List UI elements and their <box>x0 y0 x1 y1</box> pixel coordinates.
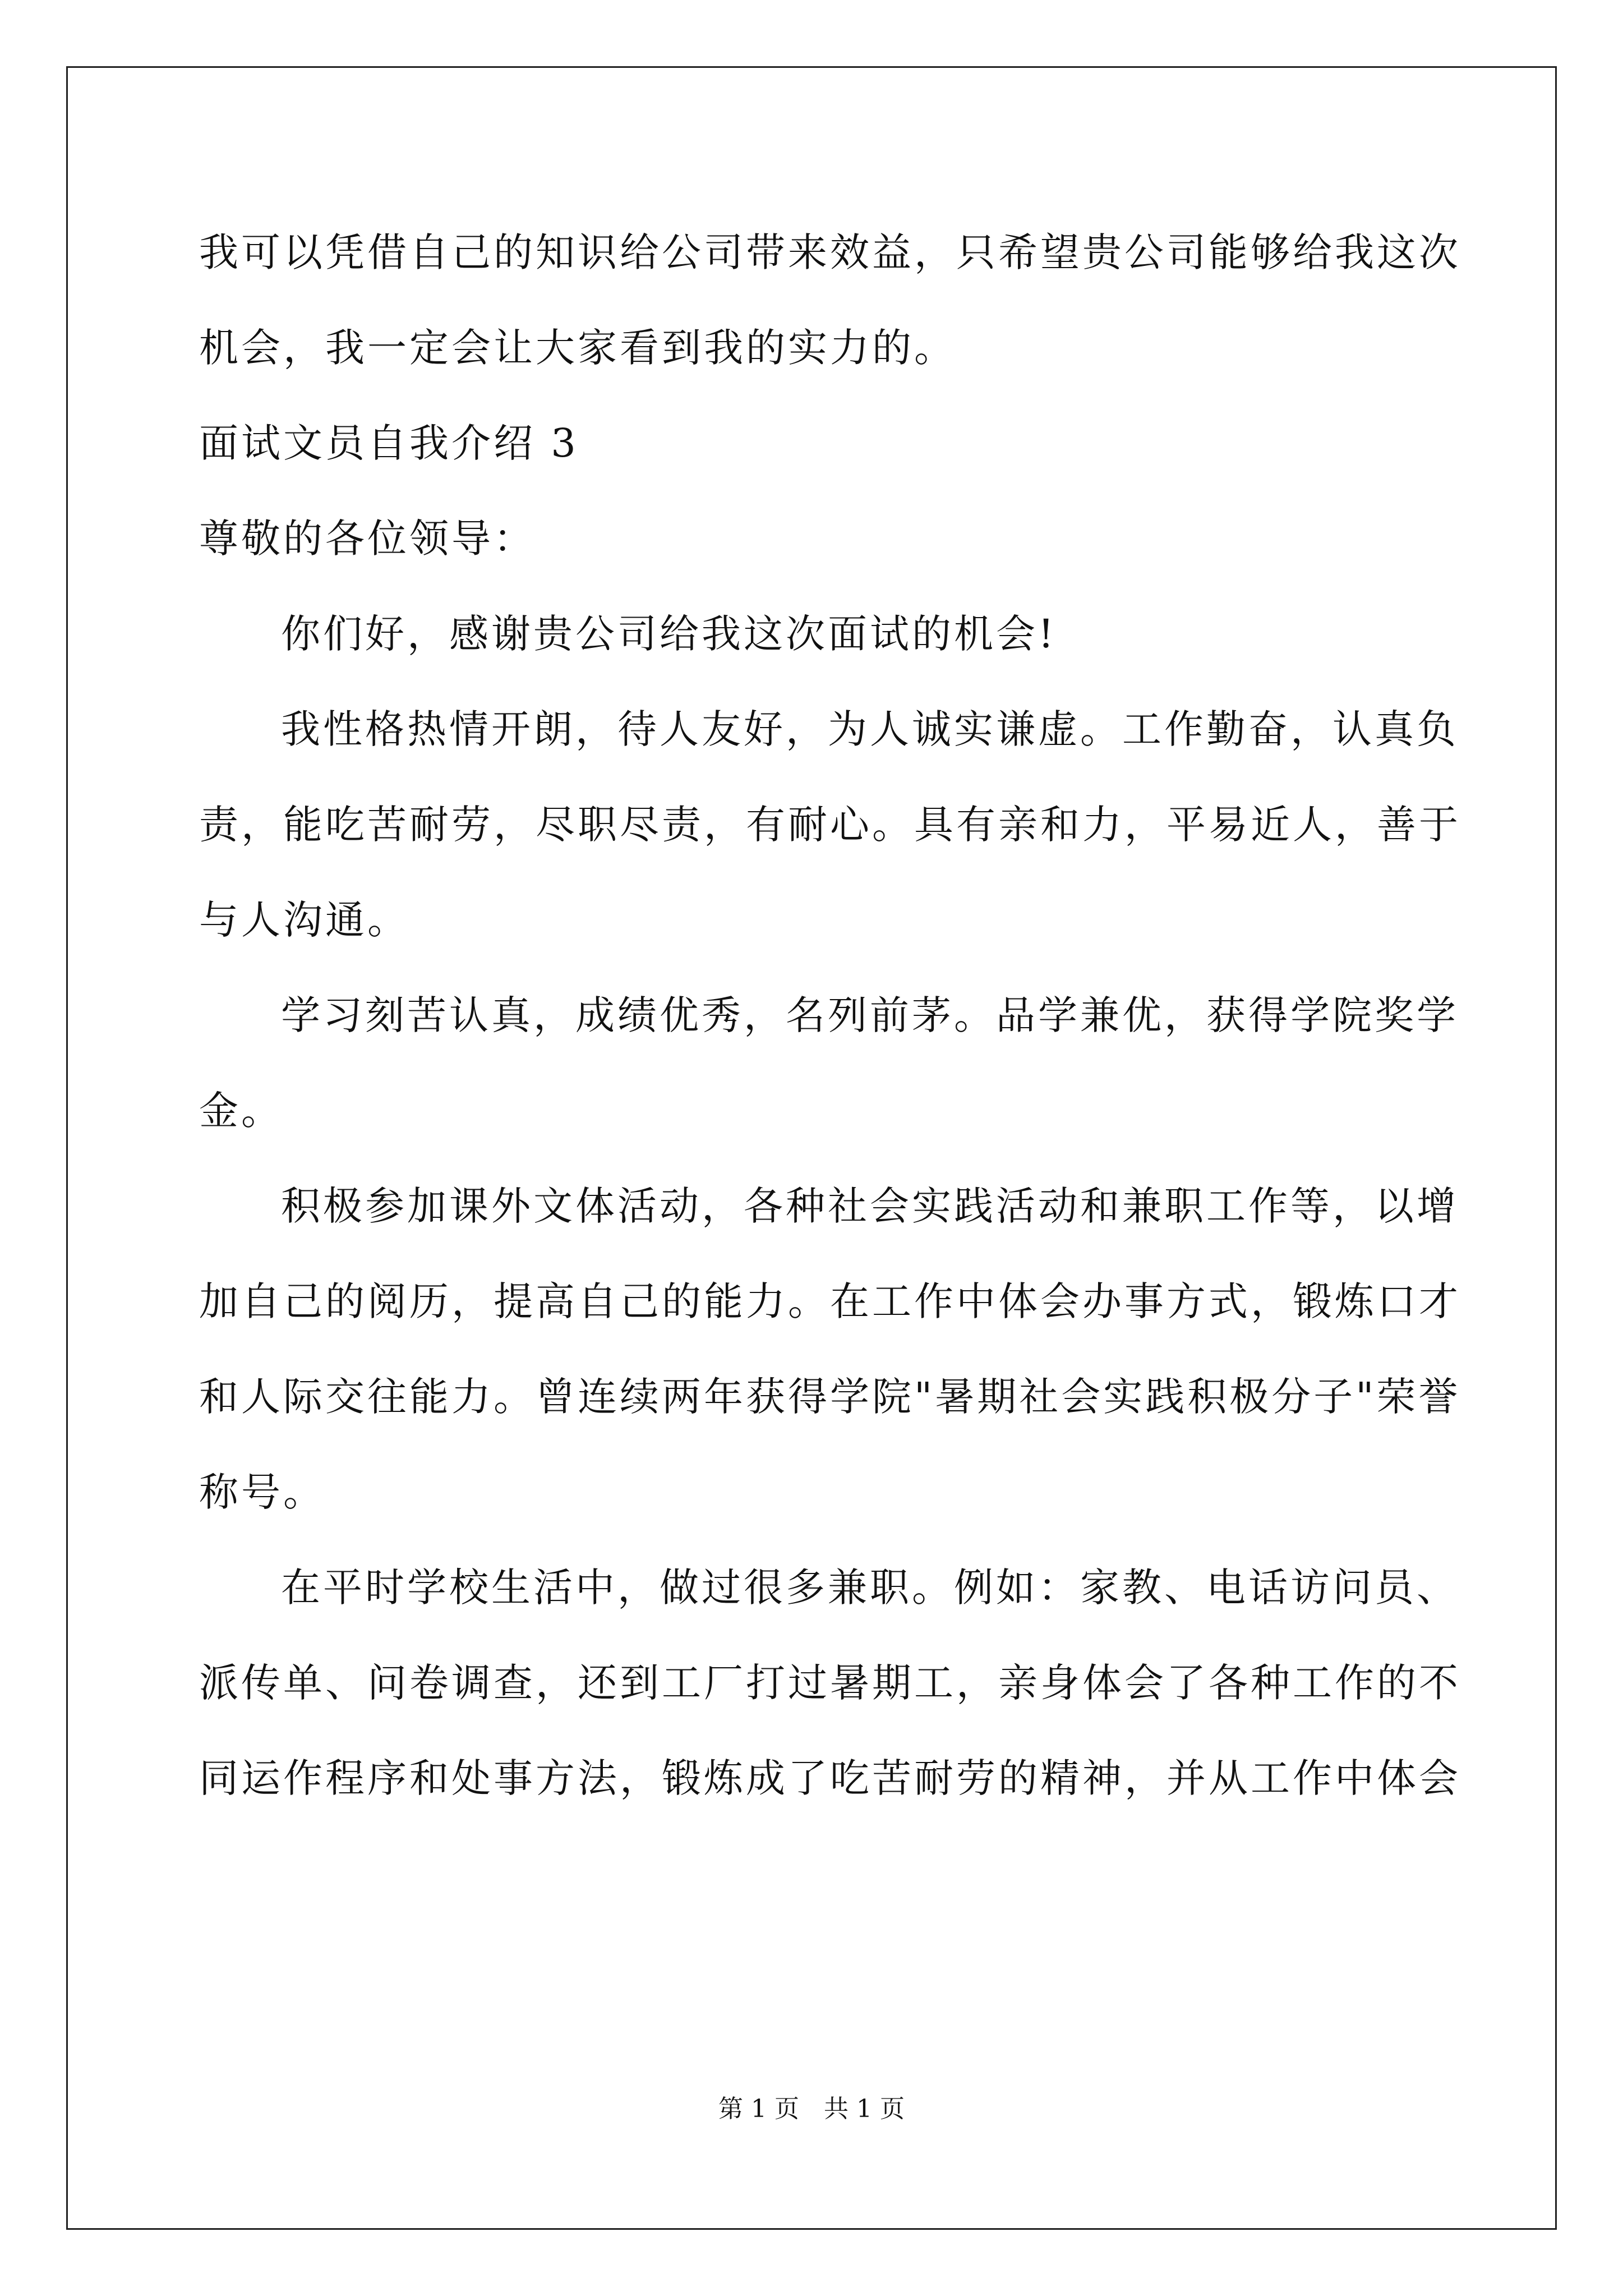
text-line: 我性格热情开朗，待人友好，为人诚实谦虚。工作勤奋，认真负 <box>281 706 1459 752</box>
text-line: 责，能吃苦耐劳，尽职尽责，有耐心。具有亲和力，平易近人，善于 <box>199 802 1461 848</box>
text-line: 金。 <box>199 1088 283 1134</box>
text-line: 同运作程序和处事方法，锻炼成了吃苦耐劳的精神，并从工作中体会 <box>199 1755 1461 1801</box>
text-line: 称号。 <box>199 1469 325 1515</box>
text-line: 派传单、问卷调查，还到工厂打过暑期工，亲身体会了各种工作的不 <box>199 1660 1461 1706</box>
text-line: 在平时学校生活中，做过很多兼职。例如：家教、电话访问员、 <box>281 1565 1459 1611</box>
text-line: 和人际交往能力。曾连续两年获得学院"暑期社会实践积极分子"荣誉 <box>199 1374 1461 1420</box>
text-line: 学习刻苦认真，成绩优秀，名列前茅。品学兼优，获得学院奖学 <box>281 992 1459 1038</box>
page-footer: 第 1 页 共 1 页 <box>718 2095 905 2123</box>
section-heading: 面试文员自我介绍 3 <box>199 420 579 466</box>
salutation: 尊敬的各位领导： <box>199 516 536 562</box>
text-line: 积极参加课外文体活动，各种社会实践活动和兼职工作等，以增 <box>281 1183 1459 1229</box>
text-line: 与人沟通。 <box>199 897 409 943</box>
text-line: 机会，我一定会让大家看到我的实力的。 <box>199 325 956 371</box>
text-line: 我可以凭借自己的知识给公司带来效益，只希望贵公司能够给我这次 <box>199 229 1461 275</box>
text-line: 你们好，感谢贵公司给我这次面试的机会! <box>281 611 1057 657</box>
text-line: 加自己的阅历，提高自己的能力。在工作中体会办事方式，锻炼口才 <box>199 1278 1461 1324</box>
document-body <box>199 213 1461 1834</box>
